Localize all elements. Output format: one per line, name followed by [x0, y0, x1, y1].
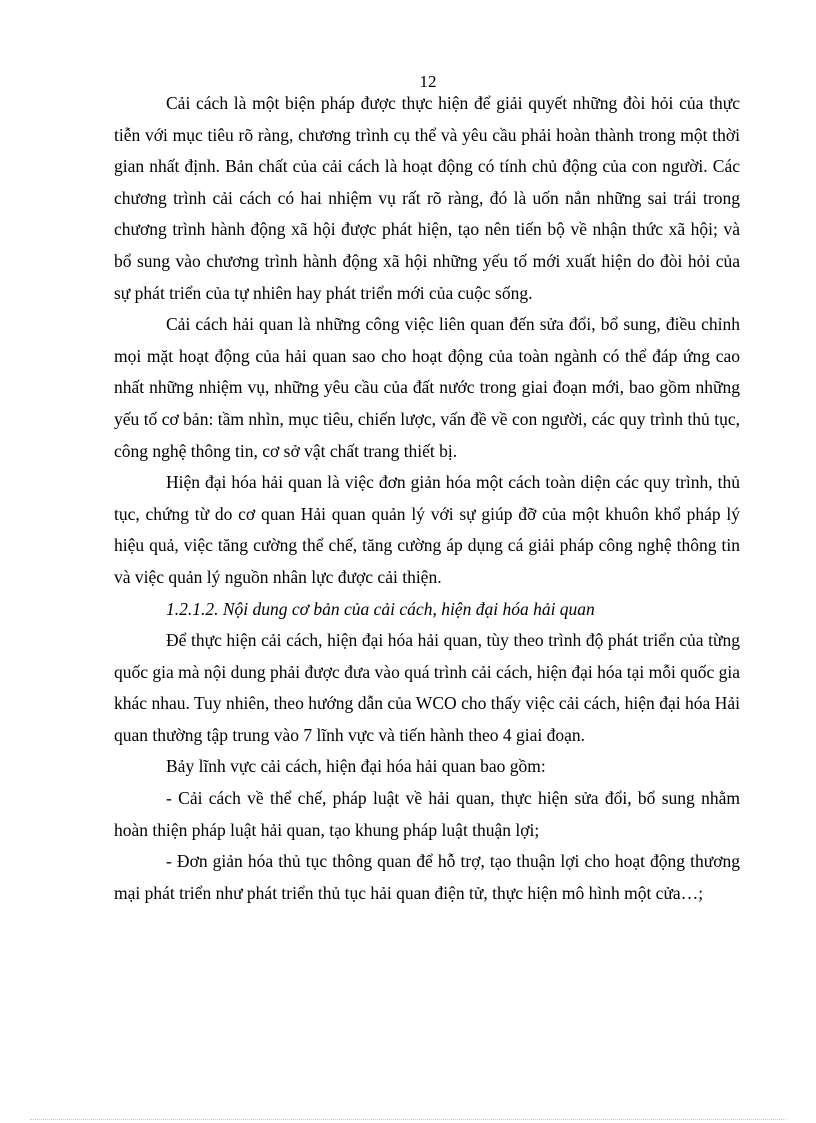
paragraph-customs-modernization-definition: Hiện đại hóa hải quan là việc đơn giản hóa một cách toàn diện các quy trình, thủ tục, chứng từ do cơ quan Hải quan quản lý với sự giúp đỡ của một khuôn khổ pháp lý hiệu quả, việc tăng cường thể chế, tăng cường áp dụng cá giải pháp công nghệ thông tin và việc quản lý nguồn nhân lực được cải thiện.: [114, 472, 740, 587]
list-item-legal-reform: - Cải cách về thể chế, pháp luật về hải quan, thực hiện sửa đổi, bổ sung nhằm hoàn thiện pháp luật hải quan, tạo khung pháp luật thuận lợi;: [114, 788, 740, 840]
paragraph-customs-reform-definition: Cải cách hải quan là những công việc liên quan đến sửa đổi, bổ sung, điều chỉnh mọi mặt hoạt động của hải quan sao cho hoạt động của toàn ngành có thể đáp ứng cao nhất những nhiệm vụ, những yêu cầu của đất nước trong giai đoạn mới, bao gồm những yếu tố cơ bản: tầm nhìn, mục tiêu, chiến lược, vấn đề về con người, các quy trình thủ tục, công nghệ thông tin, cơ sở vật chất trang thiết bị.: [114, 314, 740, 461]
paragraph-reform-content: Để thực hiện cải cách, hiện đại hóa hải quan, tùy theo trình độ phát triển của từng quốc gia mà nội dung phải được đưa vào quá trình cải cách, hiện đại hóa tại mỗi quốc gia khác nhau. Tuy nhiên, theo hướng dẫn của WCO cho thấy việc cải cách, hiện đại hóa Hải quan thường tập trung vào 7 lĩnh vực và tiến hành theo 4 giai đoạn.: [114, 630, 740, 745]
paragraph-seven-areas-intro: Bảy lĩnh vực cải cách, hiện đại hóa hải quan bao gồm:: [166, 756, 546, 777]
paragraph-reform-definition: Cải cách là một biện pháp được thực hiện để giải quyết những đòi hỏi của thực tiễn với mục tiêu rõ ràng, chương trình cụ thể và yêu cầu phải hoàn thành trong một thời gian nhất định. Bản chất của cải cách là hoạt động có tính chủ động của con người. Các chương trình cải cách có hai nhiệm vụ rất rõ ràng, đó là uốn nắn những sai trái trong chương trình hành động xã hội được phát hiện, tạo nên tiến bộ về nhận thức xã hội; và bổ sung vào chương trình hành động xã hội những yếu tố mới xuất hiện do đòi hỏi của sự phát triển của tự nhiên hay phát triển mới của cuộc sống.: [114, 93, 740, 303]
page-number: 12: [419, 72, 437, 91]
list-item-procedure-simplification: - Đơn giản hóa thủ tục thông quan để hỗ trợ, tạo thuận lợi cho hoạt động thương mại phát triển như phát triển thủ tục hải quan điện tử, thực hiện mô hình một cửa…;: [114, 851, 740, 903]
document-body: [114, 88, 740, 909]
section-heading: 1.2.1.2. Nội dung cơ bản của cải cách, hiện đại hóa hải quan: [166, 598, 595, 619]
page-bottom-divider: [30, 1119, 786, 1120]
